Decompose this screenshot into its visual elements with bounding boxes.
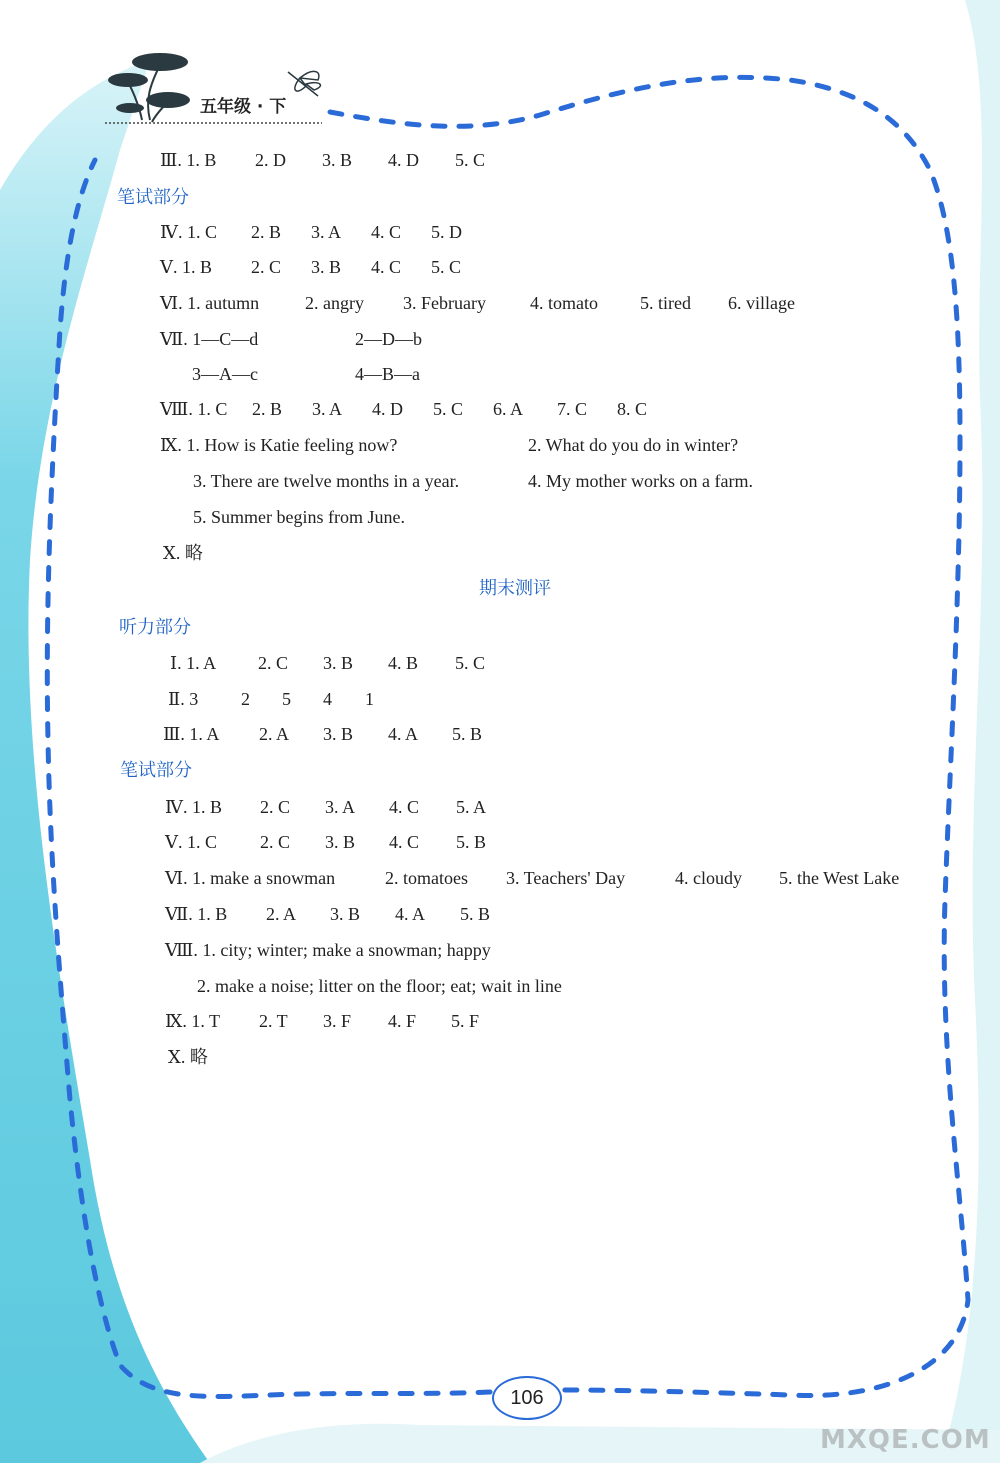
answer: Ⅸ. 1. T	[165, 1011, 221, 1031]
answer: Ⅶ. 1. B	[165, 904, 228, 924]
answer: 2. B	[252, 399, 283, 419]
written-section-heading: 笔试部分	[117, 187, 189, 208]
answer: 4. tomato	[530, 293, 598, 313]
answer: Ⅵ. 1. make a snowman	[165, 868, 336, 888]
answer: 2. make a noise; litter on the floor; eat; wait in line	[197, 976, 562, 996]
answer: 2. What do you do in winter?	[528, 435, 739, 455]
answer: 6. A	[493, 399, 524, 419]
answer: 5. F	[451, 1011, 480, 1031]
answer: 2. B	[251, 222, 282, 242]
answer: 4. C	[389, 797, 420, 817]
page-number: 106	[492, 1376, 562, 1420]
answer: 2. tomatoes	[385, 868, 468, 888]
answer: 2. D	[255, 150, 286, 170]
answer: 5. B	[452, 724, 483, 744]
answer: 3. February	[403, 293, 486, 313]
answer: Ⅱ. 3	[168, 689, 199, 709]
answer: Ⅲ. 1. A	[163, 724, 220, 744]
answer: 2. T	[259, 1011, 288, 1031]
answer: 4. My mother works on a farm.	[528, 471, 753, 491]
answer: 8. C	[617, 399, 648, 419]
listening-section-heading: 听力部分	[119, 617, 191, 638]
answer: Ⅹ. 略	[168, 1047, 208, 1067]
answer: Ⅶ. 1—C—d	[160, 329, 259, 349]
final-written-section-heading: 笔试部分	[120, 760, 192, 781]
answer: 6. village	[728, 293, 795, 313]
answer: 2. A	[266, 904, 297, 924]
answer: Ⅲ. 1. B	[160, 150, 217, 170]
answer: 1	[365, 689, 374, 709]
answer: Ⅷ. 1. city; winter; make a snowman; happy	[165, 940, 491, 960]
answer: 3. Teachers' Day	[506, 868, 626, 888]
answer: 3. There are twelve months in a year.	[193, 471, 460, 491]
answer: 4. D	[372, 399, 403, 419]
answer: Ⅰ. 1. A	[170, 653, 217, 673]
answer: Ⅴ. 1. C	[165, 832, 218, 852]
answer: Ⅷ. 1. C	[160, 399, 228, 419]
answer: 7. C	[557, 399, 588, 419]
answer: 2. C	[251, 257, 282, 277]
answer: 3. A	[325, 797, 356, 817]
answer: 5. D	[431, 222, 462, 242]
answer: 2	[241, 689, 250, 709]
answer: 3. B	[323, 653, 354, 673]
answer: 3. B	[322, 150, 353, 170]
answer: 4. C	[371, 257, 402, 277]
answer: 5. Summer begins from June.	[193, 507, 405, 527]
answer: 4. F	[388, 1011, 417, 1031]
answer: 4. D	[388, 150, 419, 170]
watermark: MXQE.COM	[820, 1425, 991, 1455]
answer: Ⅳ. 1. B	[165, 797, 222, 817]
answer: Ⅳ. 1. C	[160, 222, 217, 242]
answer: 3—A—c	[192, 364, 258, 384]
answer: 5. C	[455, 653, 486, 673]
final-exam-title: 期末测评	[479, 578, 551, 599]
answer: 2. angry	[305, 293, 364, 313]
answer: 2. C	[260, 832, 291, 852]
answer: 3. B	[323, 724, 354, 744]
answer: 3. F	[323, 1011, 352, 1031]
answer: 5	[282, 689, 291, 709]
answer: 5. C	[431, 257, 462, 277]
answer: 4. A	[395, 904, 426, 924]
answer: Ⅸ. 1. How is Katie feeling now?	[160, 435, 398, 455]
answer: 2. C	[258, 653, 289, 673]
answer: Ⅵ. 1. autumn	[160, 293, 260, 313]
answer: 5. C	[433, 399, 464, 419]
answer: 2. A	[259, 724, 290, 744]
answer: 2—D—b	[355, 329, 422, 349]
answer: 3. A	[311, 222, 342, 242]
answer: Ⅴ. 1. B	[160, 257, 213, 277]
answer: 4. B	[388, 653, 419, 673]
answer: 4. cloudy	[675, 868, 742, 888]
answer: 5. the West Lake	[779, 868, 900, 888]
answer: 3. B	[330, 904, 361, 924]
answer: 5. B	[456, 832, 487, 852]
answer: 4—B—a	[355, 364, 420, 384]
answer: 3. B	[325, 832, 356, 852]
answer: 5. B	[460, 904, 491, 924]
answer: 3. A	[312, 399, 343, 419]
answer: 5. A	[456, 797, 487, 817]
answer: 4. A	[388, 724, 419, 744]
answer: 4	[323, 689, 332, 709]
answer: Ⅹ. 略	[163, 543, 203, 563]
answer: 3. B	[311, 257, 342, 277]
grade-label: 五年级 · 下	[200, 97, 287, 117]
right-decor-band	[940, 0, 1000, 1463]
answer: 4. C	[371, 222, 402, 242]
answer: 5. tired	[640, 293, 691, 313]
answer: 2. C	[260, 797, 291, 817]
dragonfly-icon	[288, 71, 320, 96]
answer: 4. C	[389, 832, 420, 852]
answer: 5. C	[455, 150, 486, 170]
